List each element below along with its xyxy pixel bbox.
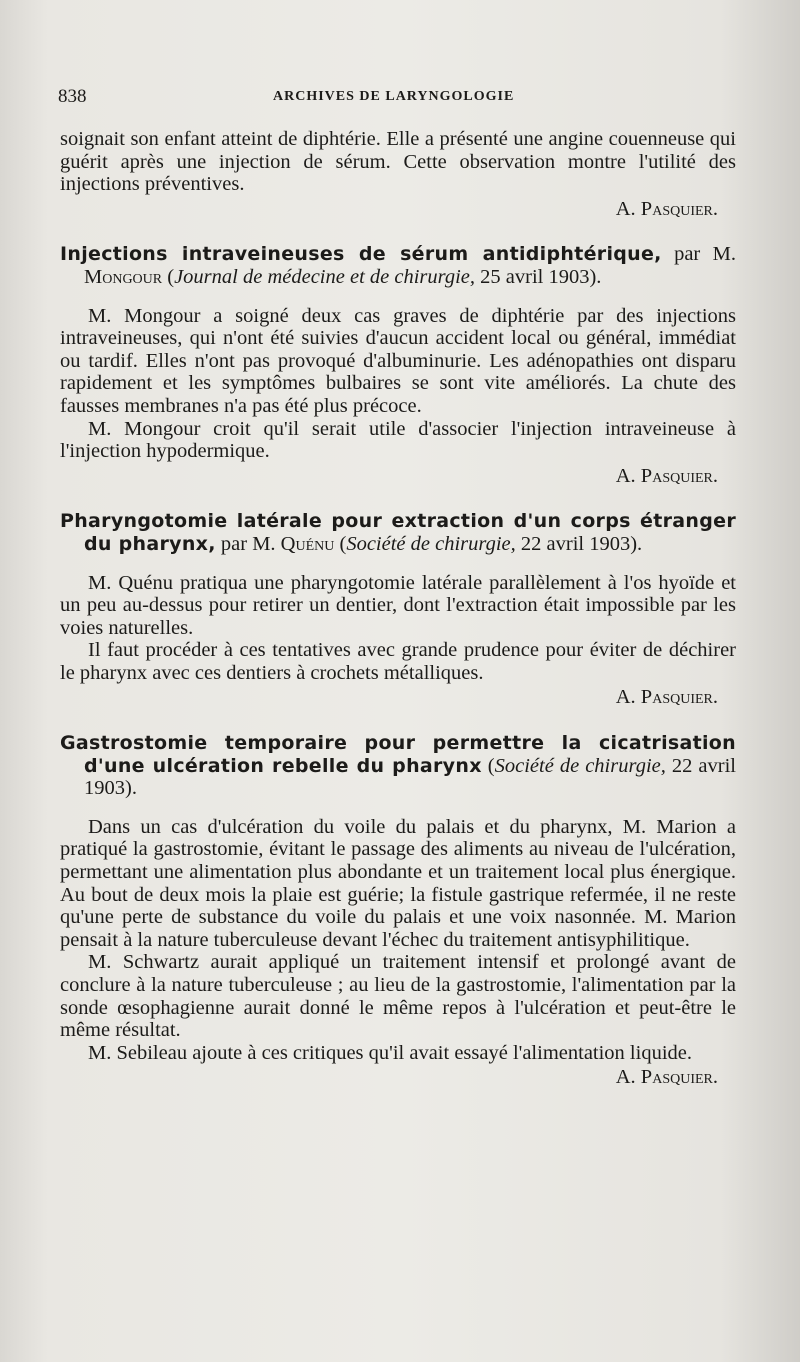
article-paragraph: M. Schwartz aurait appliqué un traitement intensif et prolongé avant de conclure à la nature tuberculeuse ; au lieu de la gastrostomie, l'alimentation par la sonde œsophagienne aurait donné le même repos à l'ulcération et peut-être le même résultat. bbox=[60, 951, 736, 1042]
source-paren: ( bbox=[162, 265, 175, 288]
continuation-paragraph: soignait son enfant atteint de diphtérie. Elle a présenté une angine couenneuse qui guérit après une injection de sérum. Cette observation montre l'utilité des injections préventives. bbox=[60, 128, 736, 196]
article-headline bbox=[60, 510, 736, 555]
article-paragraph: Dans un cas d'ulcération du voile du palais et du pharynx, M. Marion a pratiqué la gastrostomie, évitant le passage des aliments au niveau de l'ulcération, permettant une alimentation plus abondante et un traitement local plus énergique. Au bout de deux mois la plaie est guérie; la fistule gastrique refermée, il ne reste qu'une perte de substance du voile du palais et une voix nasonnée. M. Marion pensait à la nature tuberculeuse devant l'échec du traitement antisyphilitique. bbox=[60, 815, 736, 951]
article-headline bbox=[60, 243, 736, 288]
article-title: Pharyngotomie latérale pour extraction d'un corps étranger du pharynx, bbox=[60, 510, 736, 555]
signature: A. Pasquier. bbox=[615, 197, 718, 220]
article-paragraph: M. Mongour croit qu'il serait utile d'associer l'injection intraveineuse à l'injection hypodermique. bbox=[60, 417, 736, 463]
article-title: Injections intraveineuses de sérum antidiphtérique, bbox=[60, 243, 662, 266]
article-source: Journal de médecine et de chirurgie, bbox=[174, 265, 476, 288]
article-paragraph: M. Mongour a soigné deux cas graves de diphtérie par des injections intraveineuses, qui n'ont été suivies d'aucun accident local ou général, immédiat ou tardif. Elles n'ont pas provoqué d'albuminurie. Les adénopathies ont disparu rapidement et les symptômes bulbaires se sont vite améliorés. La chute des fausses membranes n'a pas été plus précoce. bbox=[60, 304, 736, 417]
article-paragraph: M. Sebileau ajoute à ces critiques qu'il avait essayé l'alimentation liquide. bbox=[88, 1041, 692, 1064]
article-title: Gastrostomie temporaire pour permettre la cicatrisation d'une ulcération rebelle du pharynx bbox=[60, 732, 736, 777]
article-quenu bbox=[60, 510, 736, 709]
article-date: 25 avril 1903). bbox=[475, 265, 602, 288]
signature: A. Pasquier. bbox=[615, 464, 718, 487]
source-paren: ( bbox=[481, 754, 495, 777]
par-word: par bbox=[661, 243, 713, 266]
par-word: par bbox=[215, 532, 253, 555]
running-head bbox=[58, 86, 738, 110]
article-gastrostomie bbox=[60, 732, 736, 1089]
article-date: 22 avril 1903). bbox=[84, 754, 736, 800]
article-source: Société de chirurgie, bbox=[494, 754, 666, 777]
article-paragraph: Il faut procéder à ces tentatives avec grande prudence pour éviter de déchirer le pharynx avec ces dentiers à crochets métalliques. bbox=[60, 639, 736, 684]
article-paragraph: M. Quénu pratiqua une pharyngotomie latérale parallèlement à l'os hyoïde et un peu au-dessus pour retirer un dentier, dont l'extraction était impossible par les voies naturelles. bbox=[60, 571, 736, 639]
article-mongour bbox=[60, 243, 736, 487]
journal-title: ARCHIVES DE LARYNGOLOGIE bbox=[273, 89, 515, 104]
signature: A. Pasquier. bbox=[615, 686, 718, 709]
page-number: 838 bbox=[58, 86, 87, 107]
article-author: M. Mongour bbox=[84, 243, 736, 288]
article-author: M. Quénu bbox=[252, 532, 335, 555]
article-date: 22 avril 1903). bbox=[515, 532, 643, 555]
signature: A. Pasquier. bbox=[615, 1066, 718, 1089]
page-body bbox=[60, 128, 736, 1089]
article-source: Société de chirurgie, bbox=[346, 532, 516, 555]
article-headline bbox=[60, 732, 736, 800]
source-paren: ( bbox=[334, 532, 347, 555]
